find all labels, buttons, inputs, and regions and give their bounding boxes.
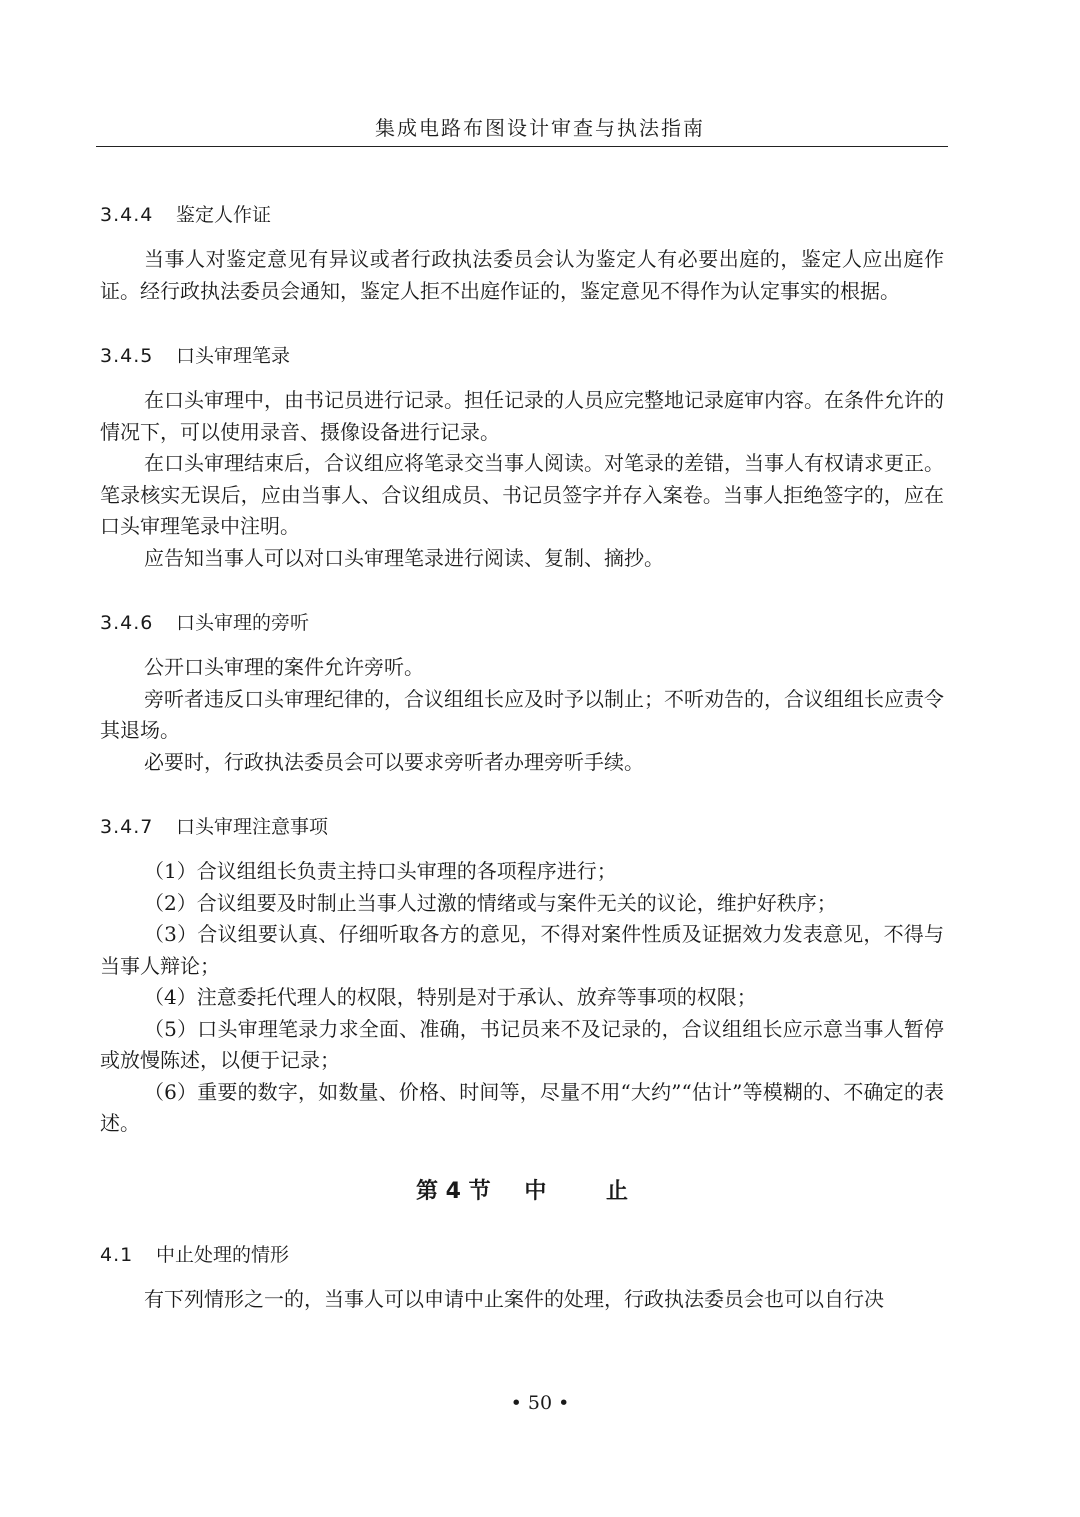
paragraph: 应告知当事人可以对口头审理笔录进行阅读、复制、摘抄。 (144, 545, 664, 570)
section-heading-3-4-4 (100, 200, 944, 230)
section-heading-4-1 (100, 1240, 944, 1270)
paragraph: 必要时，行政执法委员会可以要求旁听者办理旁听手续。 (144, 749, 644, 774)
chapter-label: 第 (415, 1178, 438, 1204)
list-item: （3）合议组要认真、仔细听取各方的意见，不得对案件性质及证据效力发表意见，不得与当事人辩论； (100, 922, 944, 978)
section-title: 口头审理的旁听 (176, 612, 310, 634)
paragraph: 在口头审理结束后，合议组应将笔录交当事人阅读。对笔录的差错，当事人有权请求更正。笔录核实无误后，应由当事人、合议组成员、书记员签字并存入案卷。当事人拒绝签字的，应在口头审理笔录中注明。 (100, 451, 944, 538)
section-title: 鉴定人作证 (176, 204, 272, 226)
list-item: （2）合议组要及时制止当事人过激的情绪或与案件无关的议论，维护好秩序； (144, 890, 837, 915)
chapter-unit: 节 (468, 1178, 491, 1204)
paragraph: 公开口头审理的案件允许旁听。 (144, 655, 424, 679)
paragraph: 有下列情形之一的，当事人可以申请中止案件的处理，行政执法委员会也可以自行决 (144, 1286, 884, 1311)
section-number: 3.4.4 (100, 204, 154, 226)
section-heading-3-4-6 (100, 608, 944, 638)
list-item: （4）注意委托代理人的权限，特别是对于承认、放弃等事项的权限； (144, 985, 757, 1009)
page-content (100, 200, 944, 1315)
section-title: 中止处理的情形 (156, 1243, 290, 1266)
section-heading-3-4-7 (100, 812, 944, 842)
section-title: 口头审理笔录 (176, 345, 291, 367)
paragraph: 当事人对鉴定意见有异议或者行政执法委员会认为鉴定人有必要出庭的，鉴定人应出庭作证。经行政执法委员会通知，鉴定人拒不出庭作证的，鉴定意见不得作为认定事实的根据。 (100, 247, 944, 303)
section-number: 3.4.5 (100, 345, 154, 367)
list-item: （1）合议组组长负责主持口头审理的各项程序进行； (144, 859, 617, 883)
list-item: （6）重要的数字，如数量、价格、时间等，尽量不用“大约”“估计”等模糊的、不确定的表述。 (100, 1079, 944, 1135)
header-rule (96, 146, 948, 147)
section-number: 3.4.6 (100, 612, 154, 634)
chapter-char-2: 止 (606, 1178, 629, 1204)
section-number: 3.4.7 (100, 816, 154, 838)
section-title: 口头审理注意事项 (176, 816, 329, 838)
running-header: 集成电路布图设计审查与执法指南 (375, 116, 705, 140)
section-number: 4.1 (100, 1243, 134, 1266)
chapter-char-1: 中 (524, 1178, 547, 1204)
chapter-number: 4 (445, 1178, 461, 1204)
paragraph: 旁听者违反口头审理纪律的，合议组组长应及时予以制止；不听劝告的，合议组组长应责令其退场。 (100, 686, 944, 742)
chapter-title (100, 1176, 944, 1208)
list-item: （5）口头审理笔录力求全面、准确，书记员来不及记录的，合议组组长应示意当事人暂停或放慢陈述，以便于记录； (100, 1016, 944, 1072)
paragraph: 在口头审理中，由书记员进行记录。担任记录的人员应完整地记录庭审内容。在条件允许的情况下，可以使用录音、摄像设备进行记录。 (100, 388, 944, 444)
section-heading-3-4-5 (100, 341, 944, 371)
page-number: • 50 • (510, 1392, 570, 1414)
